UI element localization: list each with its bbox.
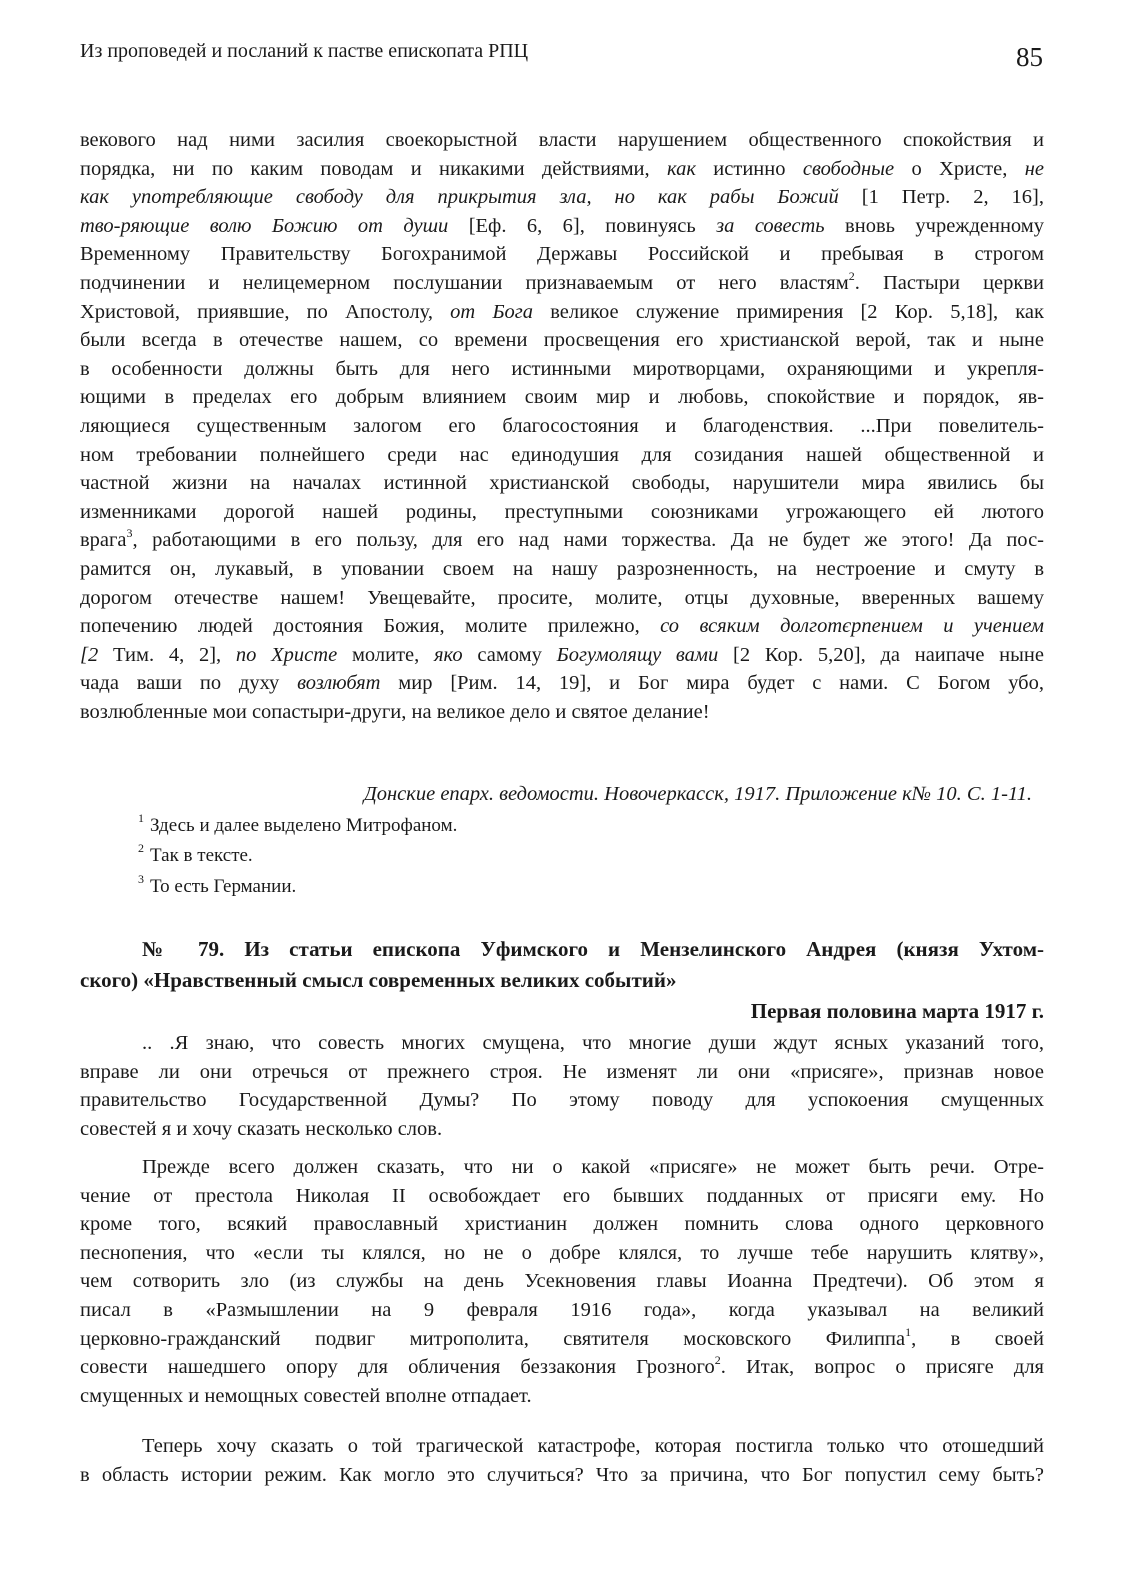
text-line — [80, 326, 1044, 355]
text-line — [80, 1239, 1044, 1268]
text-run: ющими в пределах его добрым влиянием своим мир и любовь, спокойствие и порядок, яв- — [80, 386, 1044, 409]
text-run: совестей я и хочу сказать несколько слов. — [80, 1117, 443, 1140]
italic-text: [2 — [80, 643, 99, 666]
text-run: молите, — [337, 643, 435, 666]
text-line — [80, 212, 1044, 241]
italic-text: свободные — [802, 157, 895, 180]
text-line — [80, 612, 1044, 641]
text-run: . Пастыри церкви — [854, 271, 1044, 294]
italic-text: не — [1024, 157, 1044, 180]
text-line — [80, 126, 1044, 155]
paragraph-4 — [80, 1432, 1044, 1489]
text-run: чада ваши по духу — [80, 672, 298, 695]
text-run: , работающими в его пользу, для его над нами торжества. Да не будет же этого! Да пос- — [132, 529, 1044, 552]
footnote-ref: 2 — [714, 1353, 721, 1368]
text-run: рамится он, лукавый, в уповании своем на нашу разрозненность, на нестроение и смуту в — [80, 557, 1044, 580]
italic-text: как — [667, 157, 696, 180]
italic-text: от Бога — [450, 300, 534, 323]
text-run: смущенных и немощных совестей вполне отпадает. — [80, 1384, 532, 1407]
text-run: песнопения, что «если ты клялся, но не о добре клялся, то лучше тебе нарушить клятву», — [80, 1241, 1044, 1264]
text-run: подчинении и нелицемерном послушании признаваемым от него властям — [80, 271, 849, 294]
text-run: порядка, ни по каким поводам и никакими действиями, — [80, 157, 668, 180]
text-run: [Еф. 6, 6], повинуясь — [448, 214, 717, 237]
text-run: Временному Правительству Богохранимой Державы Российской и пребывая в строгом — [80, 243, 1044, 266]
text-run: вновь учрежденному — [824, 214, 1044, 237]
text-line — [80, 1115, 1044, 1144]
text-line — [80, 698, 1044, 727]
paragraph-2 — [80, 1029, 1044, 1143]
footnote-ref: 3 — [126, 526, 133, 541]
text-run: [2 Кор. 5,20], да наипаче ныне — [718, 643, 1044, 666]
text-run: ляющиеся существенным залогом его благосостояния и благоденствия. ...При повелитель- — [80, 414, 1044, 437]
text-run: великое служение примирения [2 Кор. 5,18], как — [533, 300, 1044, 323]
italic-text: возлюбят — [297, 672, 381, 695]
text-run: частной жизни на началах истинной христианской свободы, нарушители мира явились бы — [80, 472, 1044, 495]
text-line — [80, 355, 1044, 384]
text-run: самому — [462, 643, 557, 666]
footnote-text: Здесь и далее выделено Митрофаном. — [150, 815, 458, 836]
paragraph-3 — [80, 1153, 1044, 1410]
text-line — [80, 240, 1044, 269]
text-line — [80, 1058, 1044, 1087]
text-line — [80, 1382, 1044, 1411]
text-line — [80, 584, 1044, 613]
text-run: Прежде всего должен сказать, что ни о какой «присяге» не может быть речи. Отре- — [142, 1156, 1044, 1178]
footnote-marker: 2 — [138, 841, 144, 855]
text-line — [80, 269, 1044, 298]
text-line — [80, 1461, 1044, 1490]
text-run: истинно — [695, 157, 803, 180]
footnote-2 — [138, 841, 253, 867]
text-run: вправе ли они отречься от прежнего строя. Не изменят ли они «присяге», признав новое — [80, 1060, 1044, 1083]
heading-line: № 79. Из статьи епископа Уфимского и Мензелинского Андрея (князя Ухтом- — [142, 937, 1044, 961]
text-line — [80, 641, 1044, 670]
heading-line: ского) «Нравственный смысл современных великих событий» — [80, 968, 677, 992]
text-run: писал в «Размышлении на 9 февраля 1916 года», когда указывал на великий — [80, 1298, 1044, 1321]
text-run: в особенности должны быть для него истинными миротворцами, охраняющими и укрепля- — [80, 357, 1044, 380]
text-run: .. .Я знаю, что совесть многих смущена, что многие души ждут ясных указаний того, — [142, 1032, 1044, 1054]
italic-text: со всяким долготєрпением и учением — [660, 615, 1044, 638]
text-run: Тим. 4, 2], — [98, 643, 236, 666]
footnote-ref: 2 — [848, 268, 855, 283]
text-line — [80, 469, 1044, 498]
text-run: . Итак, вопрос о присяге для — [720, 1356, 1044, 1379]
text-run: чем сотворить зло (из службы на день Усекновения главы Иоанна Предтечи). Об этом я — [80, 1270, 1044, 1293]
text-line — [80, 383, 1044, 412]
text-line — [80, 1029, 1044, 1058]
text-run: попечению людей достояния Божия, молите прилежно, — [80, 615, 661, 638]
text-line — [80, 1153, 1044, 1182]
text-run: были всегда в отечестве нашем, со времени просвещения его христианской верой, так и ныне — [80, 329, 1044, 352]
text-run: чение от престола Николая II освобождает его бывших подданных от присяги ему. Но — [80, 1184, 1044, 1207]
text-run: совести нашедшего опору для обличения беззакония Грозного — [80, 1356, 715, 1379]
text-run: векового над ними засилия своекорыстной власти нарушением общественного спокойствия и — [80, 129, 1044, 151]
italic-text: как употребляющие свободу для прикрытия зла, но как рабы Божий — [80, 186, 839, 209]
text-line — [80, 555, 1044, 584]
text-line — [80, 298, 1044, 327]
text-line — [80, 1296, 1044, 1325]
text-line — [80, 1210, 1044, 1239]
italic-text: за совесть — [716, 214, 825, 237]
document-heading — [80, 934, 1044, 996]
paragraph-1 — [80, 126, 1044, 726]
text-run: врага — [80, 529, 127, 552]
footnote-3 — [138, 872, 297, 898]
footnote-text: То есть Германии. — [150, 876, 297, 897]
text-run: церковно-гражданский подвиг митрополита, святителя московского Филиппа — [80, 1327, 906, 1350]
italic-text: яко — [434, 643, 463, 666]
text-run: изменниками дорогой нашей родины, преступными союзниками угрожающего ей лютого — [80, 500, 1044, 523]
footnote-marker: 1 — [138, 811, 144, 825]
text-line — [80, 498, 1044, 527]
text-line — [80, 669, 1044, 698]
source-citation: Донские епарх. ведомости. Новочеркасск, 1917. Приложение к№ 10. С. 1-11. — [363, 783, 1032, 805]
text-line — [80, 1325, 1044, 1354]
text-line — [80, 441, 1044, 470]
footnote-marker: 3 — [138, 872, 144, 886]
italic-text: тво-ряющие волю Божию от души — [80, 214, 449, 237]
text-line — [80, 1182, 1044, 1211]
italic-text: Богумолящу вами — [556, 643, 719, 666]
text-run: правительство Государственной Думы? По этому поводу для успокоения смущенных — [80, 1089, 1044, 1112]
text-line — [80, 183, 1044, 212]
text-run: мир [Рим. 14, 19], и Бог мира будет с нами. С Богом убо, — [380, 672, 1044, 695]
text-run: ном требовании полнейшего среди нас единодушия для созидания нашей общественной и — [80, 443, 1044, 466]
text-line — [80, 1432, 1044, 1461]
text-run: в область истории режим. Как могло это случиться? Что за причина, что Бог попустил сему быть? — [80, 1463, 1044, 1486]
text-run: кроме того, всякий православный христианин должен помнить слова одного церковного — [80, 1213, 1044, 1236]
text-line — [80, 526, 1044, 555]
text-run: о Христе, — [894, 157, 1025, 180]
footnote-ref: 1 — [905, 1324, 912, 1339]
text-run: дорогом отечестве нашем! Увещевайте, просите, молите, отцы духовные, вверенных вашему — [80, 586, 1044, 609]
text-run: Христовой, приявшие, по Апостолу, — [80, 300, 451, 323]
text-line — [80, 1267, 1044, 1296]
text-line — [80, 155, 1044, 184]
footnote-1 — [138, 811, 458, 837]
document-date: Первая половина марта 1917 г. — [750, 999, 1044, 1023]
page-number: 85 — [1016, 42, 1043, 72]
running-header: Из проповедей и посланий к пастве епископата РПЦ — [80, 40, 529, 62]
text-run: возлюбленные мои сопастыри-други, на великое дело и святое делание! — [80, 700, 710, 723]
text-run: Теперь хочу сказать о той трагической катастрофе, которая постигла только что отошедший — [142, 1435, 1044, 1457]
text-run: [1 Петр. 2, 16], — [838, 186, 1044, 209]
text-line — [80, 1353, 1044, 1382]
italic-text: по Христе — [235, 643, 338, 666]
text-line — [80, 1086, 1044, 1115]
footnote-text: Так в тексте. — [150, 845, 253, 866]
text-line — [80, 412, 1044, 441]
text-run: , в своей — [911, 1327, 1044, 1350]
